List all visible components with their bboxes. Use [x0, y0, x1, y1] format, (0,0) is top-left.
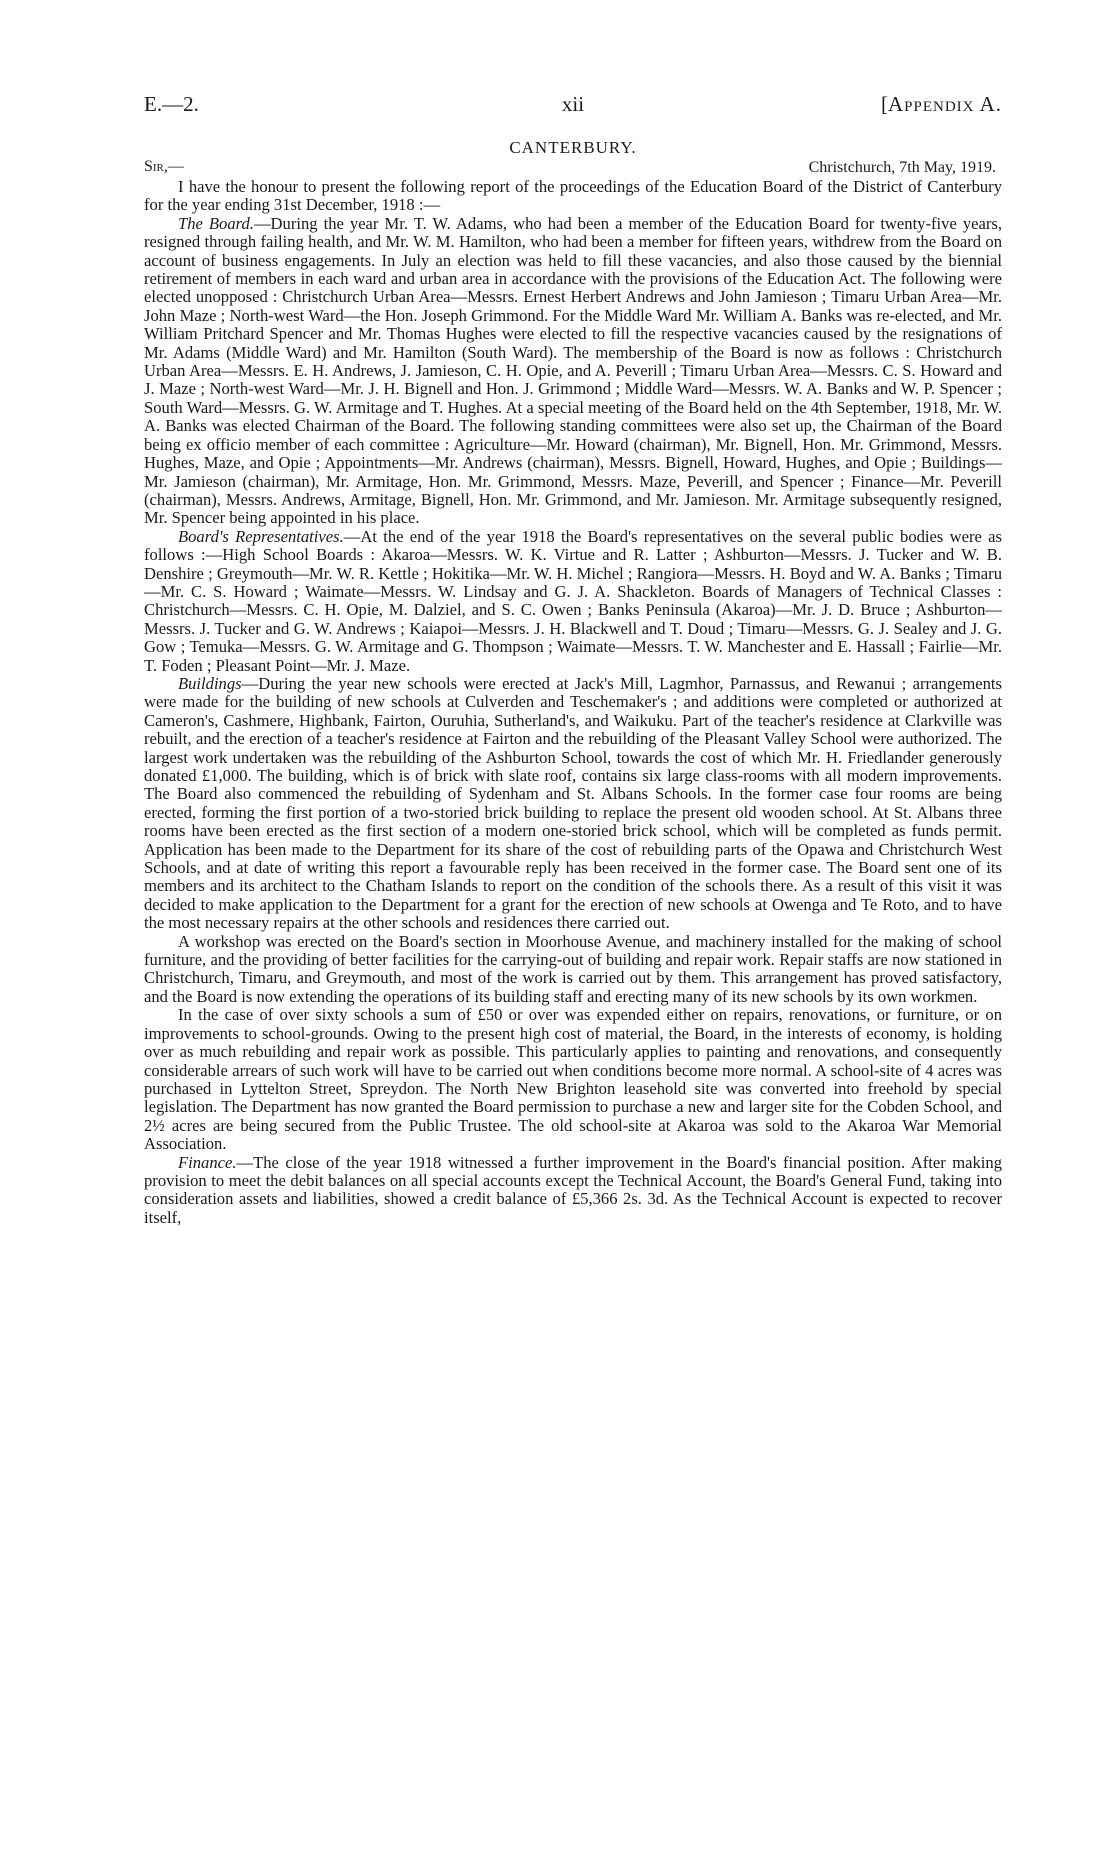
paragraph-workshop — [144, 933, 1002, 1007]
paragraph-heading: The Board. — [178, 213, 254, 233]
paragraph-text: In the case of over sixty schools a sum of £50 or over was expended either on repairs, renovations, or furniture, or on improvements to school-grounds. Owing to the present high cost of material, the Board, in the interests of economy, is holding over as much rebuilding and repair work as possible. This particularly applies to painting and renovations, and consequently considerable arrears of such work will have to be carried out when conditions become more normal. A school-site of 4 acres was purchased in Lyttelton Street, Spreydon. The North New Brighton leasehold site was converted into freehold by special legislation. The Department has now granted the Board permission to purchase a new and larger site for the Cobden School, and 2½ acres are being secured from the Public Trustee. The old school-site at Akaroa was sold to the Akaroa War Memorial Association. — [144, 1005, 1002, 1154]
page-header-appendix — [881, 92, 1002, 117]
report-title: CANTERBURY. — [509, 138, 637, 157]
paragraph-text: —The close of the year 1918 witnessed a further improvement in the Board's financial position. After making provision to meet the debit balances on all special accounts except the Technical Account, the Board's General Fund, taking into consideration assets and liabilities, showed a credit balance of £5,366 2s. 3d. As the Technical Account is expected to recover itself, — [144, 1152, 1002, 1227]
dateline: Christchurch, 7th May, 1919. — [808, 159, 996, 176]
paragraph-heading: Buildings — [178, 673, 242, 693]
paragraph-buildings — [144, 675, 1002, 933]
paragraph-text: I have the honour to present the following report of the proceedings of the Education Board of the District of Canterbury for the year ending 31st December, 1918 :— — [144, 177, 1002, 215]
paragraph-text: —At the end of the year 1918 the Board's representatives on the several public bodies were as follows :—High School Boards : Akaroa—Messrs. W. K. Virtue and R. Latter ; Ashburton—Messrs. J. Tucker and W. B. Denshire ; Greymouth—Mr. W. R. Kettle ; Hokitika—Mr. W. H. Michel ; Rangiora—Messrs. H. Boyd and W. A. Banks ; Timaru—Mr. C. S. Howard ; Waimate—Messrs. W. Lindsay and G. J. A. Shackleton. Boards of Managers of Technical Classes : Christchurch—Messrs. C. H. Opie, M. Dalziel, and S. C. Owen ; Banks Peninsula (Akaroa)—Mr. J. D. Bruce ; Ashburton—Messrs. J. Tucker and G. W. Andrews ; Kaiapoi—Messrs. J. H. Blackwell and T. Doud ; Timaru—Messrs. G. J. Sealey and J. G. Gow ; Temuka—Messrs. G. W. Armitage and G. Thompson ; Waimate—Messrs. T. W. Manchester and E. Hassall ; Fairlie—Mr. T. Foden ; Pleasant Point—Mr. J. Maze. — [144, 526, 1002, 675]
paragraph-heading: Finance. — [178, 1152, 237, 1172]
paragraph-finance — [144, 1154, 1002, 1228]
page-header — [144, 92, 1002, 132]
paragraph-repairs — [144, 1006, 1002, 1153]
paragraph-intro — [144, 178, 1002, 215]
salutation-row — [144, 158, 1002, 178]
paragraph-text: —During the year new schools were erected at Jack's Mill, Lagmhor, Parnassus, and Rewanui ; arrangements were made for the building of new schools at Culverden and Teschemaker's ; and additions were completed or authorized at Cameron's, Cashmere, Highbank, Fairton, Ouruhia, Sutherland's, and Waikuku. Part of the teacher's residence at Clarkville was rebuilt, and the erection of a teacher's residence at Fairton and the rebuilding of the Pleasant Valley School were authorized. The largest work undertaken was the rebuilding of the Ashburton School, towards the cost of which Mr. H. Friedlander generously donated £1,000. The building, which is of brick with slate roof, contains six large class-rooms with all modern improvements. The Board also commenced the rebuilding of Sydenham and St. Albans Schools. In the former case four rooms are being erected, forming the first portion of a two-storied brick building to replace the present old wooden school. At St. Albans three rooms have been erected as the first section of a modern one-storied brick school, which will be completed as funds permit. Application has been made to the Department for its share of the cost of rebuilding parts of the Opawa and Christchurch West Schools, and at date of writing this report a favourable reply has been received in the former case. The Board sent one of its members and its architect to the Chatham Islands to report on the condition of the schools there. As a result of this visit it was decided to make application to the Department for a grant for the erection of new schools at Owenga and Te Roto, and to have the most necessary repairs at the other schools and residences there carried out. — [144, 673, 1002, 933]
page-header-reference: E.—2. — [144, 92, 199, 116]
paragraph-text: A workshop was erected on the Board's section in Moorhouse Avenue, and machinery installed for the making of school furniture, and the providing of better facilities for the carrying-out of building and repair work. Repair staffs are now stationed in Christchurch, Timaru, and Greymouth, and most of the work is carried out by them. This arrangement has proved satisfactory, and the Board is now extending the operations of its building staff and erecting many of its new schools by its own workmen. — [144, 931, 1002, 1006]
paragraph-heading: Board's Representatives. — [178, 526, 344, 546]
paragraph-the-board — [144, 215, 1002, 528]
document-page — [144, 92, 1002, 1227]
salutation: Sir,— — [144, 158, 184, 175]
appendix-label: Appendix A. — [887, 92, 1002, 116]
page-number: xii — [561, 92, 585, 116]
paragraph-text: —During the year Mr. T. W. Adams, who had been a member of the Education Board for twenty-five years, resigned through failing health, and Mr. W. M. Hamilton, who had been a member for fifteen years, withdrew from the Board on account of business engagements. In July an election was held to fill these vacancies, and also those caused by the biennial retirement of members in each ward and urban area in accordance with the provisions of the Education Act. The following were elected unopposed : Christchurch Urban Area—Messrs. Ernest Herbert Andrews and John Jamieson ; Timaru Urban Area—Mr. John Maze ; North-west Ward—the Hon. Joseph Grimmond. For the Middle Ward Mr. William A. Banks was re-elected, and Mr. William Pritchard Spencer and Mr. Thomas Hughes were elected to fill the respective vacancies caused by the resignations of Mr. Adams (Middle Ward) and Mr. Hamilton (South Ward). The membership of the Board is now as follows : Christchurch Urban Area—Messrs. E. H. Andrews, J. Jamieson, C. H. Opie, and A. Peverill ; Timaru Urban Area—Messrs. C. S. Howard and J. Maze ; North-west Ward—Mr. J. H. Bignell and Hon. J. Grimmond ; Middle Ward—Messrs. W. A. Banks and W. P. Spencer ; South Ward—Messrs. G. W. Armitage and T. Hughes. At a special meeting of the Board held on the 4th September, 1918, Mr. W. A. Banks was elected Chairman of the Board. The following standing committees were also set up, the Chairman of the Board being ex officio member of each committee : Agriculture—Mr. Howard (chairman), Mr. Bignell, Hon. Mr. Grimmond, Messrs. Hughes, Maze, and Opie ; Appointments—Mr. Andrews (chairman), Messrs. Bignell, Howard, Hughes, and Opie ; Buildings—Mr. Jamieson (chairman), Mr. Armitage, Hon. Mr. Grimmond, Messrs. Maze, Peverill, and Spencer ; Finance—Mr. Peverill (chairman), Messrs. Andrews, Armitage, Bignell, Hon. Mr. Grimmond, and Mr. Jamieson. Mr. Armitage subsequently resigned, Mr. Spencer being appointed in his place. — [144, 213, 1003, 528]
appendix-bracket: [ — [880, 92, 888, 116]
paragraph-representatives — [144, 528, 1002, 675]
